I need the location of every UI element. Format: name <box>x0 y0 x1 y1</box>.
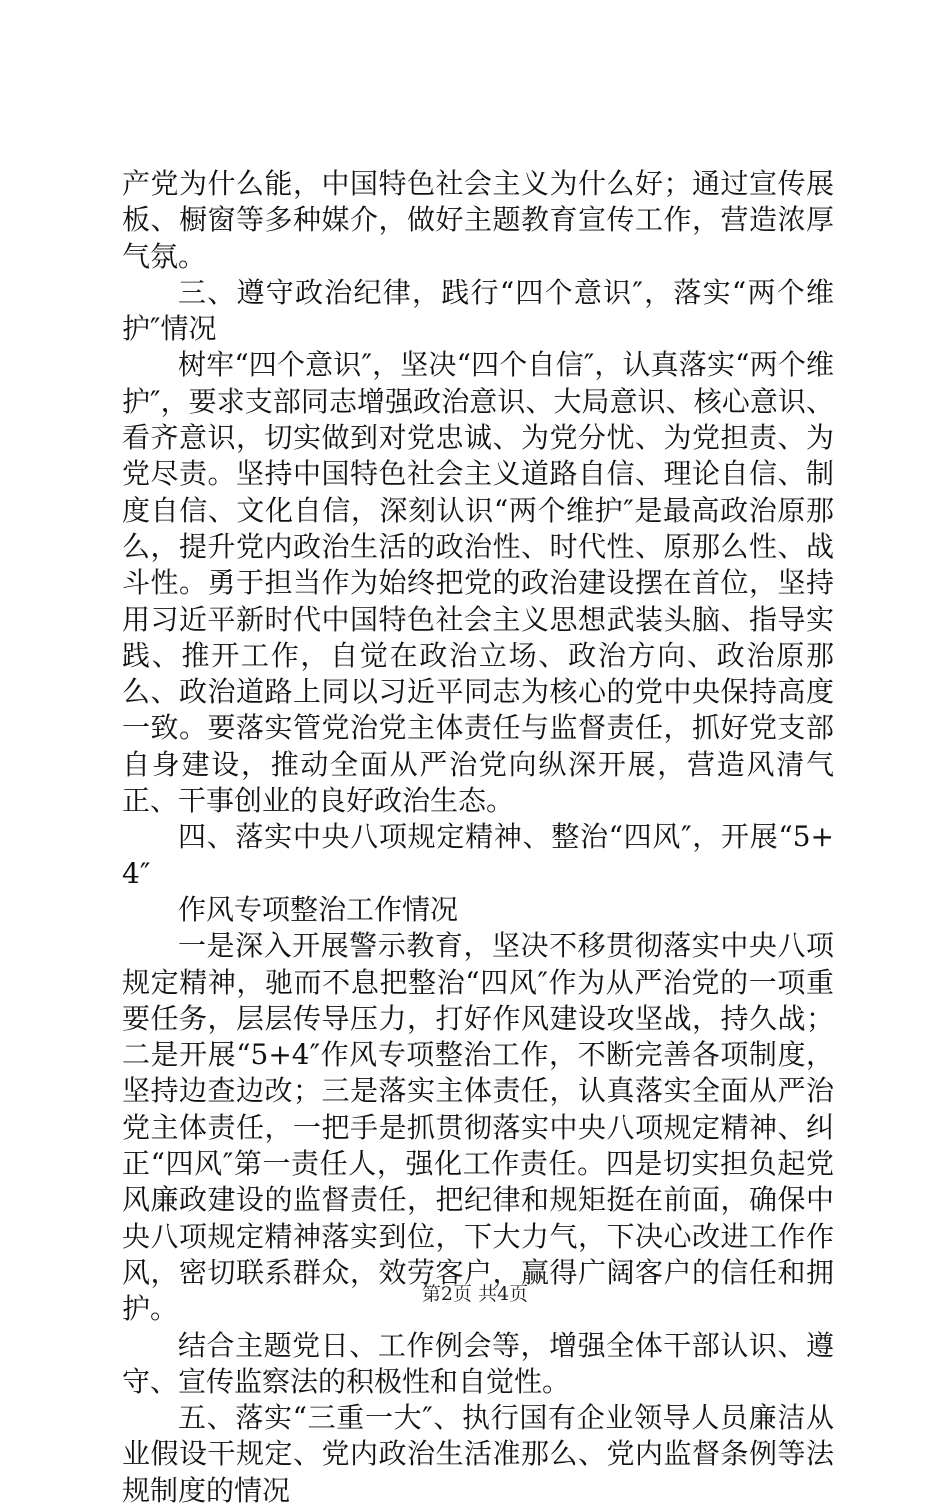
paragraph-continuation: 产党为什么能，中国特色社会主义为什么好；通过宣传展板、橱窗等多种媒介，做好主题教育宣传工作，营造浓厚气氛。 <box>122 167 834 273</box>
section-heading-3: 三、遵守政治纪律，践行“四个意识″，落实“两个维护″情况 <box>122 275 834 346</box>
page-number-footer: 第2页 共4页 <box>421 1283 529 1305</box>
paragraph-supervision-law: 结合主题党日、工作例会等，增强全体干部认识、遵守、宣传监察法的积极性和自觉性。 <box>122 1328 834 1398</box>
section-heading-5: 五、落实“三重一大″、执行国有企业领导人员廉洁从业假设干规定、党内政治生活准那么、党内监督条例等法规制度的情况 <box>122 1401 834 1507</box>
section-heading-4: 四、落实中央八项规定精神、整治“四风″，开展“5+4″ <box>122 820 834 890</box>
paragraph-political-discipline: 树牢“四个意识″，坚决“四个自信″，认真落实“两个维护″，要求支部同志增强政治意识、大局意识、核心意识、看齐意识，切实做到对党忠诚、为党分忧、为党担责、为党尽责。坚持中国特色社会主义道路自信、理论自信、制度自信、文化自信，深刻认识“两个维护″是最高政治原那么，提升党内政治生活的政治性、时代性、原那么性、战斗性。勇于担当作为始终把党的政治建设摆在首位，坚持用习近平新时代中国特色社会主义思想武装头脑、指导实践、推开工作，自觉在政治立场、政治方向、政治原那么、政治道路上同以习近平同志为核心的党中央保持高度一致。要落实管党治党主体责任与监督责任，抓好党支部自身建设，推动全面从严治党向纵深开展，营造风清气正、干事创业的良好政治生态。 <box>122 348 834 818</box>
paragraph-work-style: 一是深入开展警示教育，坚决不移贯彻落实中央八项规定精神，驰而不息把整治“四风″作为从严治党的一项重要任务，层层传导压力，打好作风建设攻坚战，持久战；二是开展“5+4″作风专项整治工作，不断完善各项制度，坚持边查边改；三是落实主体责任，认真落实全面从严治党主体责任，一把手是抓贯彻落实中央八项规定精神、纠正“四风″第一责任人，强化工作责任。四是切实担负起党风廉政建设的监督责任，把纪律和规矩挺在前面，确保中央八项规定精神落实到位，下大力气，下决心改进工作作风，密切联系群众，效劳客户，赢得广阔客户的信任和拥护。 <box>122 929 834 1326</box>
document-body <box>122 166 834 1509</box>
section-heading-4-continued: 作风专项整治工作情况 <box>178 892 459 926</box>
